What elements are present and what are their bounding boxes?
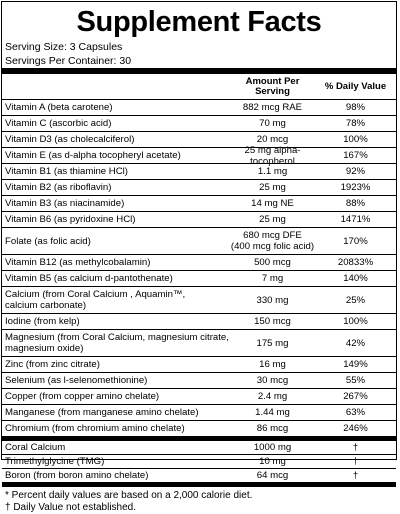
table-row xyxy=(2,196,396,212)
nutrient-name: Folate (as folic acid) xyxy=(5,235,91,247)
amount-per-serving: 500 mcg xyxy=(254,257,291,268)
table-row xyxy=(2,164,396,180)
nutrient-name: Vitamin B2 (as riboflavin) xyxy=(5,182,112,193)
table-row xyxy=(2,357,396,373)
amount-per-serving: 25 mg xyxy=(259,214,286,225)
daily-value-percent: 170% xyxy=(343,235,368,247)
nutrient-name: Manganese (from manganese amino chelate) xyxy=(5,407,199,418)
nutrient-name: Selenium (as l-selenomethionine) xyxy=(5,375,148,386)
amount-per-serving: 64 mcg xyxy=(256,470,289,481)
amount-per-serving: 1.44 mg xyxy=(255,407,290,418)
daily-value-percent: † xyxy=(352,442,359,453)
amount-per-serving: 882 mcg RAE xyxy=(242,102,303,113)
daily-value-percent: 1471% xyxy=(340,214,371,225)
amount-per-serving: 14 mg NE xyxy=(251,198,294,209)
amount-per-serving: 25 mg alpha-tocopherol xyxy=(244,144,301,167)
amount-per-serving: 2.4 mg xyxy=(257,391,288,402)
amount-per-serving: 1000 mg xyxy=(253,442,292,453)
amount-per-serving: 20 mcg xyxy=(256,134,289,145)
table-row xyxy=(2,389,396,405)
nutrient-name: Zinc (from zinc citrate) xyxy=(5,359,100,370)
amount-per-serving: 1.1 mg xyxy=(257,166,288,177)
nutrient-name: Calcium (from Coral Calcium , Aquamin™, calcium carbonate) xyxy=(5,289,186,311)
daily-value-percent: 78% xyxy=(345,118,366,129)
daily-value-percent: 20833% xyxy=(337,257,374,268)
nutrient-name: Vitamin B5 (as calcium d-pantothenate) xyxy=(5,273,173,284)
daily-value-percent: 267% xyxy=(343,391,368,402)
footnotes xyxy=(2,487,396,514)
daily-value-percent: 63% xyxy=(345,407,366,418)
footnote-not-established: † Daily Value not established. xyxy=(5,502,137,513)
table-row xyxy=(2,271,396,287)
table-row xyxy=(2,421,396,436)
table-row xyxy=(2,100,396,116)
table-row xyxy=(2,255,396,271)
panel-title: Supplement Facts xyxy=(76,6,322,38)
daily-value-header: % Daily Value xyxy=(324,80,387,92)
daily-value-percent: 100% xyxy=(343,134,368,145)
nutrient-name: Vitamin A (beta carotene) xyxy=(5,102,113,113)
nutrient-name: Vitamin B1 (as thiamine HCl) xyxy=(5,166,128,177)
table-row xyxy=(2,212,396,228)
table-row xyxy=(2,330,396,357)
daily-value-percent: † xyxy=(352,456,359,467)
nutrient-name: Vitamin B12 (as methylcobalamin) xyxy=(5,257,151,268)
nutrient-name: Vitamin B3 (as niacinamide) xyxy=(5,198,125,209)
daily-value-percent: 100% xyxy=(343,316,368,327)
daily-value-percent: † xyxy=(352,470,359,481)
daily-value-percent: 55% xyxy=(345,375,366,386)
nutrient-name: Boron (from boron amino chelate) xyxy=(5,470,149,481)
amount-per-serving: 25 mg xyxy=(259,182,286,193)
daily-value-percent: 167% xyxy=(343,150,368,161)
nutrient-name: Coral Calcium xyxy=(5,442,66,453)
nutrient-name: Copper (from copper amino chelate) xyxy=(5,391,160,402)
table-row xyxy=(2,228,396,255)
nutrient-name: Magnesium (from Coral Calcium, magnesium citrate, magnesium oxide) xyxy=(5,332,229,354)
table-row xyxy=(2,405,396,421)
table-row xyxy=(2,287,396,314)
column-header-row xyxy=(2,74,396,100)
table-row xyxy=(2,144,396,167)
amount-per-serving: 70 mg xyxy=(259,118,286,129)
table-row xyxy=(2,455,396,469)
nutrient-name: Trimethylglycine (TMG) xyxy=(5,456,105,467)
table-row xyxy=(2,116,396,132)
nutrient-name: Vitamin C (ascorbic acid) xyxy=(5,118,112,129)
table-row xyxy=(2,469,396,482)
amount-per-serving: 16 mg xyxy=(259,359,286,370)
serving-size: Serving Size: 3 Capsules xyxy=(5,41,123,53)
amount-per-serving-header: Amount Per Serving xyxy=(245,75,300,97)
daily-value-percent: 149% xyxy=(343,359,368,370)
footnote-daily-values: * Percent daily values are based on a 2,000 calorie diet. xyxy=(5,490,253,501)
amount-per-serving: 86 mcg xyxy=(256,423,289,434)
daily-value-percent: 92% xyxy=(345,166,366,177)
nutrient-name: Iodine (from kelp) xyxy=(5,316,80,327)
daily-value-percent: 25% xyxy=(345,294,366,306)
amount-per-serving: 680 mcg DFE (400 mcg folic acid) xyxy=(230,230,315,252)
amount-per-serving: 330 mg xyxy=(256,294,289,306)
amount-per-serving: 150 mcg xyxy=(254,316,291,327)
nutrient-name: Vitamin B6 (as pyridoxine HCl) xyxy=(5,214,136,225)
daily-value-percent: 42% xyxy=(345,337,366,349)
daily-value-percent: 1923% xyxy=(340,182,371,193)
table-row xyxy=(2,441,396,455)
nutrient-table xyxy=(2,100,396,436)
nutrient-name: Chromium (from chromium amino chelate) xyxy=(5,423,185,434)
table-row xyxy=(2,373,396,389)
daily-value-percent: 98% xyxy=(345,102,366,113)
daily-value-percent: 88% xyxy=(345,198,366,209)
supplement-facts-panel xyxy=(1,1,397,513)
nutrient-name: Vitamin D3 (as cholecalciferol) xyxy=(5,134,135,145)
daily-value-percent: 140% xyxy=(343,273,368,284)
amount-per-serving: 30 mcg xyxy=(256,375,289,386)
amount-per-serving: 7 mg xyxy=(261,273,284,284)
daily-value-percent: 246% xyxy=(343,423,368,434)
servings-per-container: Servings Per Container: 30 xyxy=(5,55,132,67)
nutrient-name: Vitamin E (as d-alpha tocopheryl acetate) xyxy=(5,150,181,161)
table-row xyxy=(2,180,396,196)
table-row xyxy=(2,132,396,148)
amount-per-serving: 10 mg xyxy=(259,456,286,467)
table-row xyxy=(2,314,396,330)
amount-per-serving: 175 mg xyxy=(256,337,289,349)
